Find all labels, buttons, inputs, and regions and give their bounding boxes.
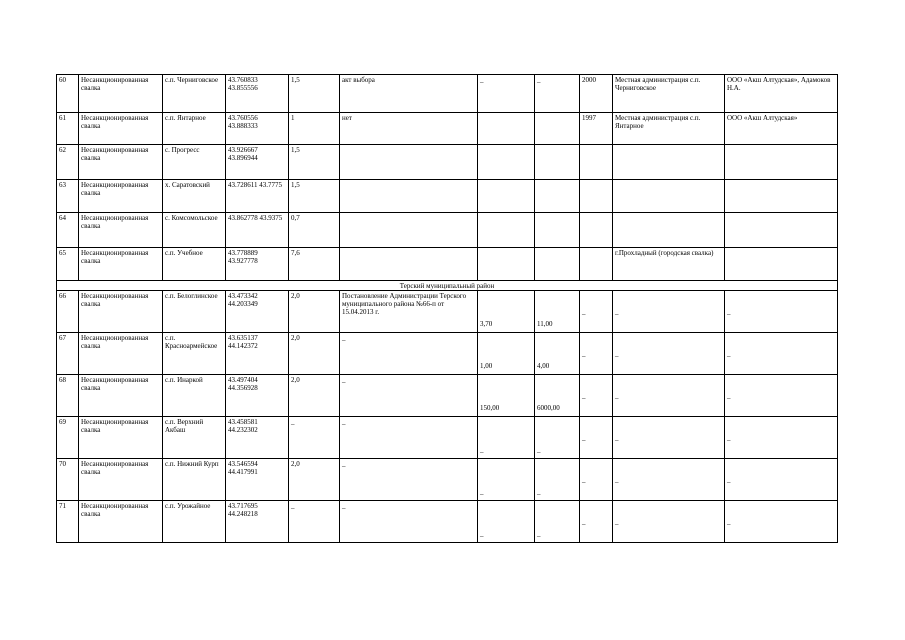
coordinates-cell: 43.926667 43.896944 <box>226 145 289 180</box>
object-type-cell: Несанкционированная свалка <box>79 375 163 417</box>
settlement-cell: с.п. Белоглинское <box>163 291 226 333</box>
year-cell <box>580 248 613 281</box>
volume-2-cell: _ <box>535 75 580 113</box>
area-cell: 1 <box>289 113 340 145</box>
settlement-cell: с.п. Черниговское <box>163 75 226 113</box>
basis-document-cell: _ <box>340 333 478 375</box>
volume-2-cell <box>535 180 580 213</box>
user-org-cell: _ <box>725 291 838 333</box>
basis-document-cell: нет <box>340 113 478 145</box>
coordinates-cell: 43.778889 43.927778 <box>226 248 289 281</box>
object-type-cell: Несанкционированная свалка <box>79 75 163 113</box>
responsible-org-cell: _ <box>613 291 725 333</box>
row-number-cell: 61 <box>57 113 79 145</box>
object-type-cell: Несанкционированная свалка <box>79 291 163 333</box>
area-cell: 1,5 <box>289 180 340 213</box>
year-cell: 2000 <box>580 75 613 113</box>
volume-1-cell: _ <box>478 417 535 459</box>
area-cell: 0,7 <box>289 213 340 248</box>
volume-2-cell: 11,00 <box>535 291 580 333</box>
volume-1-cell: _ <box>478 459 535 501</box>
year-cell: 1997 <box>580 113 613 145</box>
table-row <box>57 375 838 417</box>
object-type-cell: Несанкционированная свалка <box>79 459 163 501</box>
table-row <box>57 145 838 180</box>
responsible-org-cell: _ <box>613 459 725 501</box>
section-row <box>57 281 838 291</box>
settlement-cell: с.п. Урожайное <box>163 501 226 543</box>
volume-1-cell <box>478 180 535 213</box>
coordinates-cell: 43.473342 44.203349 <box>226 291 289 333</box>
volume-2-cell: _ <box>535 459 580 501</box>
table-row <box>57 113 838 145</box>
year-cell: _ <box>580 375 613 417</box>
basis-document-cell: _ <box>340 501 478 543</box>
responsible-org-cell: _ <box>613 333 725 375</box>
year-cell <box>580 145 613 180</box>
user-org-cell <box>725 180 838 213</box>
area-cell: 2,0 <box>289 291 340 333</box>
year-cell: _ <box>580 417 613 459</box>
year-cell: _ <box>580 291 613 333</box>
responsible-org-cell: Местная администрация с.п. Черниговское <box>613 75 725 113</box>
volume-1-cell: 1,00 <box>478 333 535 375</box>
object-type-cell: Несанкционированная свалка <box>79 501 163 543</box>
volume-1-cell <box>478 145 535 180</box>
area-cell: 1,5 <box>289 145 340 180</box>
basis-document-cell: _ <box>340 417 478 459</box>
object-type-cell: Несанкционированная свалка <box>79 248 163 281</box>
coordinates-cell: 43.717695 44.248218 <box>226 501 289 543</box>
volume-2-cell: 4,00 <box>535 333 580 375</box>
coordinates-cell: 43.862778 43.9375 <box>226 213 289 248</box>
area-cell: _ <box>289 417 340 459</box>
settlement-cell: х. Саратовский <box>163 180 226 213</box>
user-org-cell: _ <box>725 417 838 459</box>
object-type-cell: Несанкционированная свалка <box>79 113 163 145</box>
settlement-cell: с.п. Учебное <box>163 248 226 281</box>
coordinates-cell: 43.760833 43.855556 <box>226 75 289 113</box>
coordinates-cell: 43.458581 44.232302 <box>226 417 289 459</box>
volume-1-cell: 3,70 <box>478 291 535 333</box>
responsible-org-cell <box>613 145 725 180</box>
table-row <box>57 291 838 333</box>
volume-1-cell <box>478 213 535 248</box>
volume-2-cell <box>535 145 580 180</box>
volume-1-cell: _ <box>478 501 535 543</box>
table-row <box>57 75 838 113</box>
settlement-cell: с. Комсомольское <box>163 213 226 248</box>
user-org-cell: ООО «Акш Алтудская», Адамоков Н.А. <box>725 75 838 113</box>
area-cell: 2,0 <box>289 333 340 375</box>
area-cell: _ <box>289 501 340 543</box>
section-title: Терский муниципальный район <box>57 281 838 291</box>
row-number-cell: 60 <box>57 75 79 113</box>
responsible-org-cell: _ <box>613 417 725 459</box>
row-number-cell: 66 <box>57 291 79 333</box>
landfill-table <box>56 74 838 543</box>
volume-1-cell: 150,00 <box>478 375 535 417</box>
volume-1-cell <box>478 248 535 281</box>
volume-2-cell: _ <box>535 417 580 459</box>
object-type-cell: Несанкционированная свалка <box>79 417 163 459</box>
basis-document-cell <box>340 213 478 248</box>
volume-1-cell: _ <box>478 75 535 113</box>
table-row <box>57 180 838 213</box>
basis-document-cell: _ <box>340 459 478 501</box>
volume-2-cell: _ <box>535 501 580 543</box>
coordinates-cell: 43.760556 43.888333 <box>226 113 289 145</box>
settlement-cell: с.п. Верхний Акбаш <box>163 417 226 459</box>
user-org-cell: _ <box>725 459 838 501</box>
settlement-cell: с.п. Красноармейское <box>163 333 226 375</box>
user-org-cell <box>725 213 838 248</box>
user-org-cell: ООО «Акш Алтудская» <box>725 113 838 145</box>
settlement-cell: с.п. Инаркой <box>163 375 226 417</box>
volume-2-cell <box>535 113 580 145</box>
row-number-cell: 65 <box>57 248 79 281</box>
basis-document-cell: _ <box>340 375 478 417</box>
year-cell <box>580 180 613 213</box>
responsible-org-cell <box>613 213 725 248</box>
area-cell: 2,0 <box>289 459 340 501</box>
object-type-cell: Несанкционированная свалка <box>79 213 163 248</box>
user-org-cell <box>725 145 838 180</box>
user-org-cell <box>725 248 838 281</box>
coordinates-cell: 43.497404 44.356928 <box>226 375 289 417</box>
basis-document-cell <box>340 145 478 180</box>
responsible-org-cell: _ <box>613 375 725 417</box>
responsible-org-cell <box>613 180 725 213</box>
volume-2-cell <box>535 213 580 248</box>
area-cell: 2,0 <box>289 375 340 417</box>
user-org-cell: _ <box>725 375 838 417</box>
table-row <box>57 459 838 501</box>
basis-document-cell: Постановление Администрации Терского муниципального района №66-п от 15.04.2013 г. <box>340 291 478 333</box>
row-number-cell: 67 <box>57 333 79 375</box>
basis-document-cell <box>340 180 478 213</box>
volume-2-cell: 6000,00 <box>535 375 580 417</box>
coordinates-cell: 43.546594 44.417991 <box>226 459 289 501</box>
responsible-org-cell: _ <box>613 501 725 543</box>
basis-document-cell <box>340 248 478 281</box>
user-org-cell: _ <box>725 333 838 375</box>
coordinates-cell: 43.635137 44.142372 <box>226 333 289 375</box>
row-number-cell: 63 <box>57 180 79 213</box>
object-type-cell: Несанкционированная свалка <box>79 145 163 180</box>
table-row <box>57 248 838 281</box>
area-cell: 1,5 <box>289 75 340 113</box>
table-row <box>57 501 838 543</box>
coordinates-cell: 43.728611 43.7775 <box>226 180 289 213</box>
volume-1-cell <box>478 113 535 145</box>
settlement-cell: с.п. Нижний Курп <box>163 459 226 501</box>
responsible-org-cell: Местная администрация с.п. Янтарное <box>613 113 725 145</box>
row-number-cell: 69 <box>57 417 79 459</box>
year-cell: _ <box>580 501 613 543</box>
area-cell: 7,6 <box>289 248 340 281</box>
object-type-cell: Несанкционированная свалка <box>79 333 163 375</box>
settlement-cell: с.п. Янтарное <box>163 113 226 145</box>
table-row <box>57 213 838 248</box>
row-number-cell: 70 <box>57 459 79 501</box>
year-cell <box>580 213 613 248</box>
object-type-cell: Несанкционированная свалка <box>79 180 163 213</box>
table-row <box>57 333 838 375</box>
settlement-cell: с. Прогресс <box>163 145 226 180</box>
year-cell: _ <box>580 459 613 501</box>
row-number-cell: 62 <box>57 145 79 180</box>
row-number-cell: 68 <box>57 375 79 417</box>
volume-2-cell <box>535 248 580 281</box>
year-cell: _ <box>580 333 613 375</box>
table-row <box>57 417 838 459</box>
row-number-cell: 64 <box>57 213 79 248</box>
user-org-cell: _ <box>725 501 838 543</box>
basis-document-cell: акт выбора <box>340 75 478 113</box>
responsible-org-cell: г.Прохладный (городская свалка) <box>613 248 725 281</box>
row-number-cell: 71 <box>57 501 79 543</box>
